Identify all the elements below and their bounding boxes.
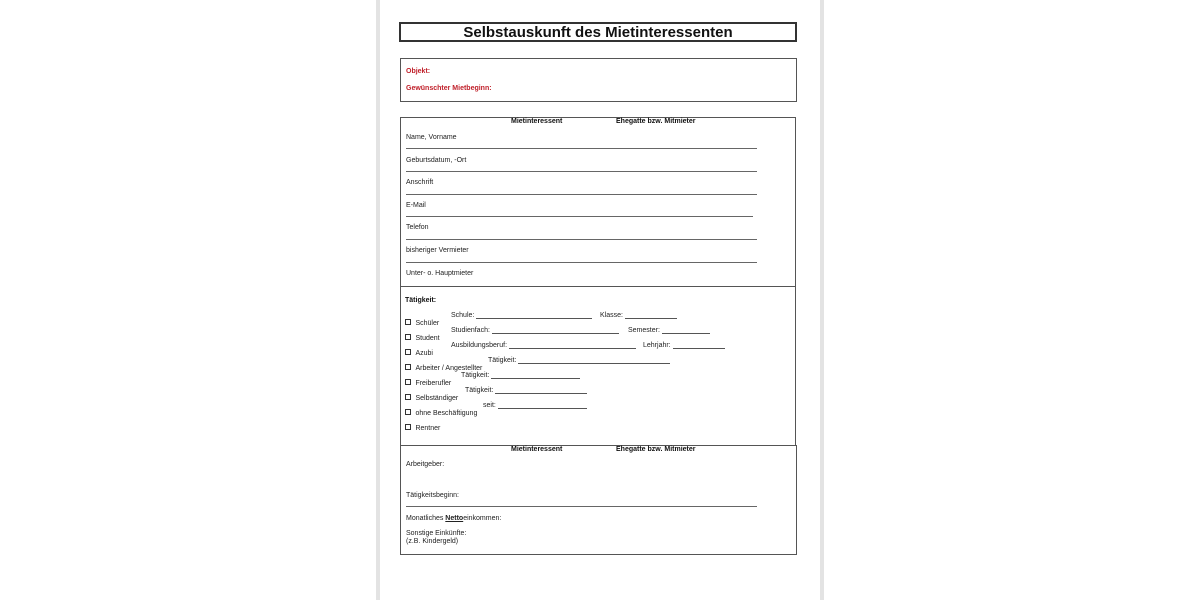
option-arbeiter[interactable]: Arbeiter / Angestellter [405, 357, 482, 375]
field-seit: seit: [483, 401, 587, 409]
field-label-vermieter: bisheriger Vermieter [406, 247, 469, 254]
field-semester: Semester: [628, 326, 710, 334]
field-studienfach: Studienfach: [451, 326, 619, 334]
input-klasse[interactable] [625, 311, 677, 319]
field-line-geburtsdatum[interactable] [406, 171, 757, 172]
field-taetigkeit-arbeiter: Tätigkeit: [488, 356, 670, 364]
field-ausbildungsberuf: Ausbildungsberuf: [451, 341, 636, 349]
input-seit[interactable] [498, 401, 587, 409]
input-studienfach[interactable] [492, 326, 619, 334]
field-label-anschrift: Anschrift [406, 179, 434, 186]
field-line-vermieter[interactable] [406, 262, 757, 263]
option-ohne-beschaeftigung[interactable]: ohne Beschäftigung [405, 402, 477, 420]
field-label-email: E-Mail [406, 202, 426, 209]
checkbox-rentner[interactable] [405, 424, 411, 430]
input-taetigkeit-arbeiter[interactable] [518, 356, 670, 364]
field-line-name[interactable] [406, 148, 757, 149]
employment-section [400, 445, 797, 555]
objekt-label: Objekt: [406, 68, 431, 75]
input-schule[interactable] [476, 311, 592, 319]
checkbox-selbstaendiger[interactable] [405, 394, 411, 400]
field-schule: Schule: [451, 311, 592, 319]
activity-heading: Tätigkeit: [405, 297, 437, 304]
object-section [400, 58, 797, 102]
page-title: Selbstauskunft des Mietinteressenten [399, 22, 797, 42]
mietbeginn-label: Gewünschter Mietbeginn: [406, 85, 492, 92]
input-ausbildungsberuf[interactable] [509, 341, 636, 349]
input-taetigkeit-freiberufler[interactable] [491, 371, 580, 379]
checkbox-student[interactable] [405, 334, 411, 340]
input-semester[interactable] [662, 326, 710, 334]
input-lehrjahr[interactable] [673, 341, 725, 349]
column-header-ehegatte: Ehegatte bzw. Mitmieter [616, 118, 696, 125]
label-sonstige-hinweis: (z.B. Kindergeld) [406, 538, 459, 545]
field-line-taetigkeitsbeginn[interactable] [406, 506, 757, 507]
field-label-mieter: Unter- o. Hauptmieter [406, 270, 474, 277]
checkbox-freiberufler[interactable] [405, 379, 411, 385]
option-azubi[interactable]: Azubi [405, 342, 433, 360]
checkbox-arbeiter[interactable] [405, 364, 411, 370]
field-klasse: Klasse: [600, 311, 677, 319]
field-line-email[interactable] [406, 216, 753, 217]
field-line-anschrift[interactable] [406, 194, 757, 195]
field-taetigkeit-selbstaendiger: Tätigkeit: [465, 386, 587, 394]
field-lehrjahr: Lehrjahr: [643, 341, 725, 349]
field-label-geburtsdatum: Geburtsdatum, -Ort [406, 157, 467, 164]
checkbox-schueler[interactable] [405, 319, 411, 325]
checkbox-ohne-beschaeftigung[interactable] [405, 409, 411, 415]
option-student[interactable]: Student [405, 327, 440, 345]
option-rentner[interactable]: Rentner [405, 417, 440, 435]
column-header-mietinteressent-2: Mietinteressent [511, 446, 563, 453]
input-taetigkeit-selbstaendiger[interactable] [495, 386, 587, 394]
field-taetigkeit-freiberufler: Tätigkeit: [461, 371, 580, 379]
label-sonstige-einkuenfte: Sonstige Einkünfte: [406, 530, 467, 537]
field-label-telefon: Telefon [406, 224, 429, 231]
label-taetigkeitsbeginn: Tätigkeitsbeginn: [406, 492, 459, 499]
column-header-ehegatte-2: Ehegatte bzw. Mitmieter [616, 446, 696, 453]
option-freiberufler[interactable]: Freiberufler [405, 372, 451, 390]
field-label-name: Name, Vorname [406, 134, 457, 141]
label-arbeitgeber: Arbeitgeber: [406, 461, 445, 468]
column-header-mietinteressent: Mietinteressent [511, 118, 563, 125]
label-nettoeinkommen: Monatliches Nettoeinkommen: [406, 515, 502, 522]
field-line-telefon[interactable] [406, 239, 757, 240]
option-schueler[interactable]: Schüler [405, 312, 439, 330]
option-selbstaendiger[interactable]: Selbständiger [405, 387, 458, 405]
checkbox-azubi[interactable] [405, 349, 411, 355]
